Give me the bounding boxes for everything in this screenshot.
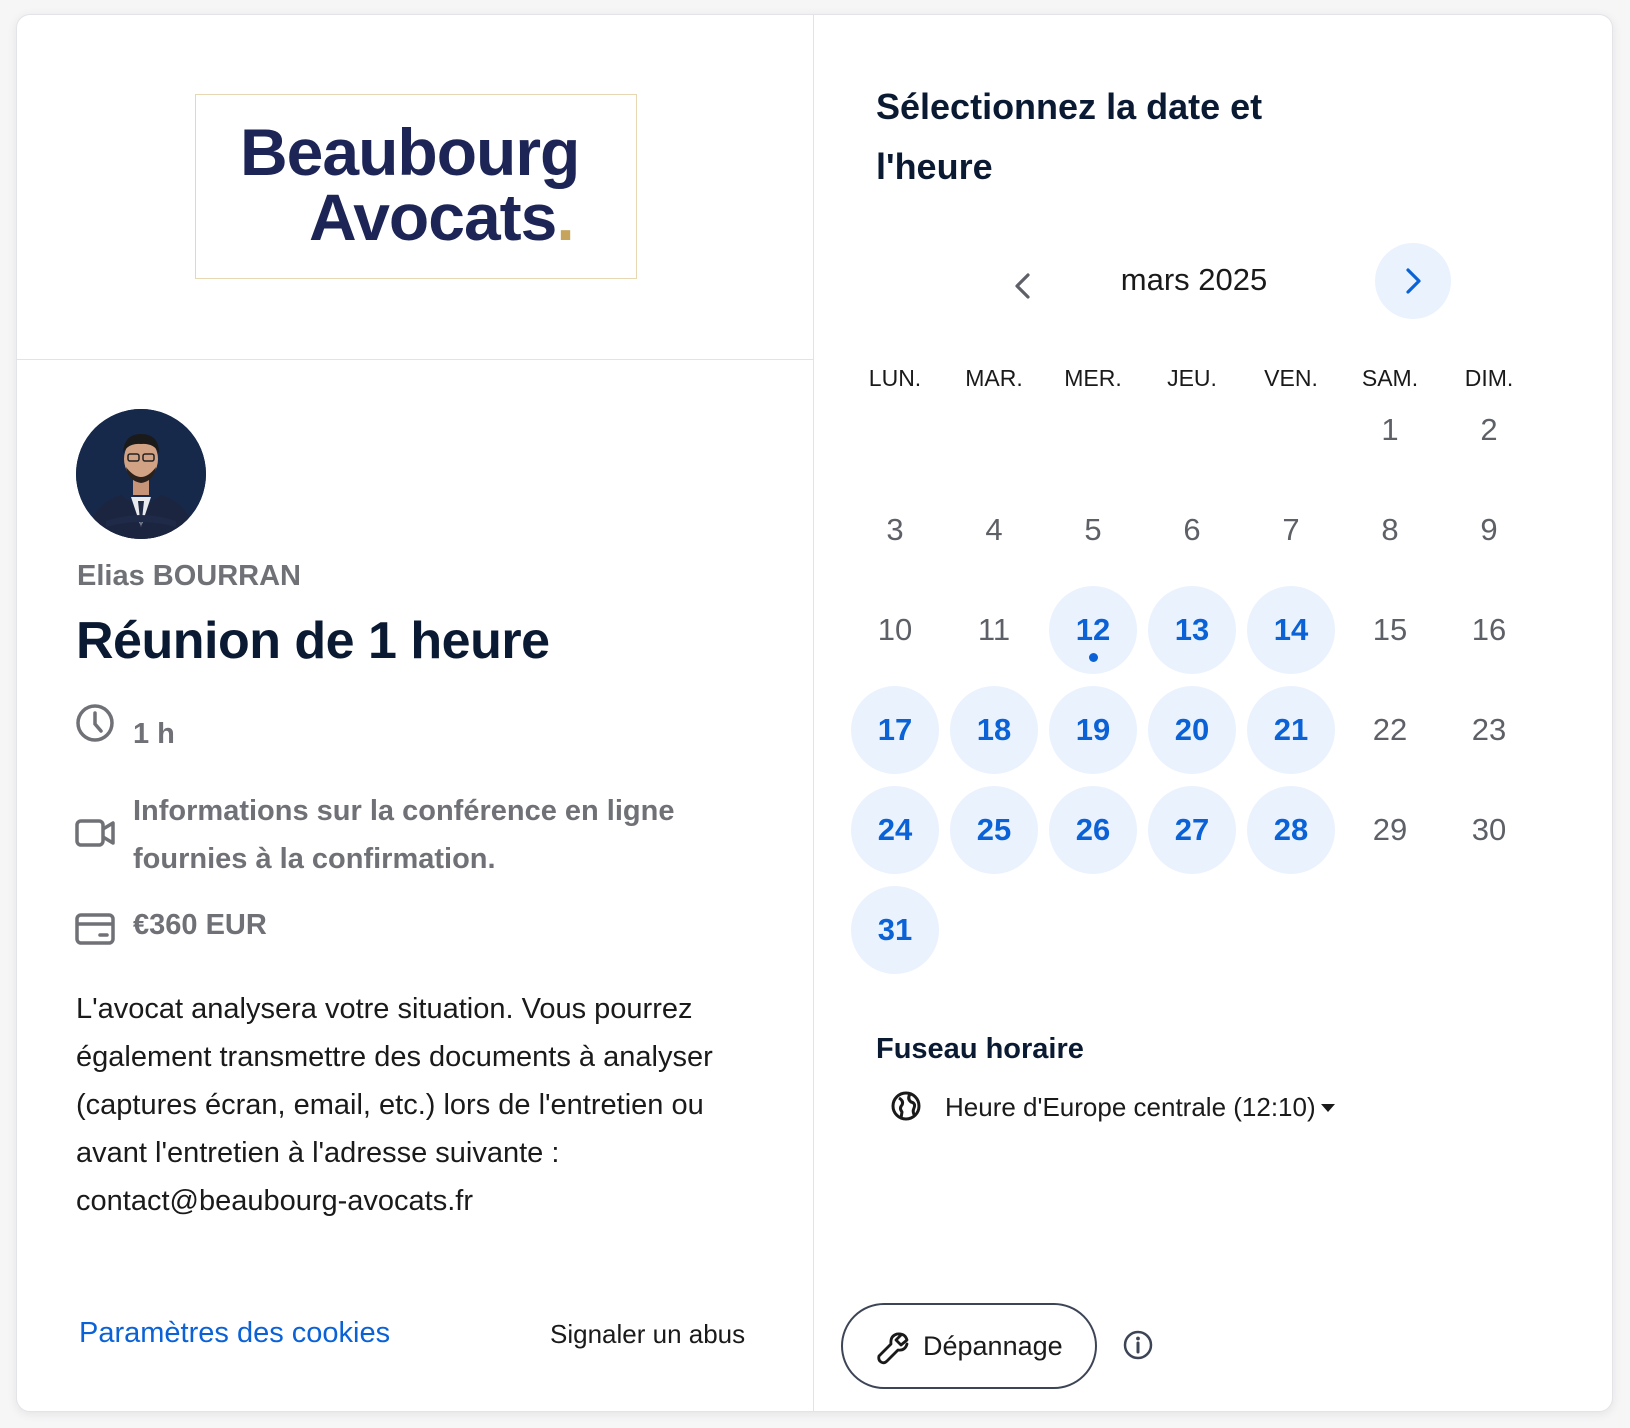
calendar-day-available[interactable]	[1148, 786, 1236, 874]
avatar	[76, 409, 206, 539]
calendar-day-number: 20	[1174, 712, 1210, 747]
calendar-day	[1346, 386, 1434, 474]
calendar-day-available[interactable]	[851, 686, 939, 774]
calendar-day-number: 22	[1372, 712, 1408, 747]
weekday-label: MAR.	[965, 365, 1023, 391]
chevron-right-icon	[1401, 266, 1425, 296]
calendar-day-number: 26	[1075, 812, 1111, 847]
troubleshoot-button[interactable]	[841, 1303, 1097, 1389]
weekday-label: DIM.	[1464, 365, 1514, 391]
calendar-day-number: 9	[1480, 512, 1498, 547]
calendar-day-number: 29	[1372, 812, 1408, 847]
weekday-label: LUN.	[868, 365, 922, 391]
calendar-day	[851, 586, 939, 674]
calendar-day-available[interactable]	[1247, 786, 1335, 874]
calendar-day-available[interactable]	[1049, 686, 1137, 774]
calendar-title: Sélectionnez la date et l'heure	[876, 86, 1263, 187]
calendar-day-number: 28	[1273, 812, 1309, 847]
credit-card-icon	[75, 912, 115, 946]
calendar-day-number: 18	[976, 712, 1012, 747]
calendar-day-available[interactable]	[1247, 686, 1335, 774]
calendar-day-number: 4	[985, 512, 1003, 547]
calendar-day-number: 13	[1174, 612, 1210, 647]
calendar-day	[950, 586, 1038, 674]
weekday-label: MER.	[1064, 365, 1122, 391]
calendar-day	[950, 486, 1038, 574]
wrench-icon	[876, 1331, 910, 1365]
calendar-day-number: 8	[1381, 512, 1399, 547]
calendar-day-available[interactable]	[950, 686, 1038, 774]
caret-down-icon[interactable]	[1320, 1103, 1336, 1113]
troubleshoot-label: Dépannage	[923, 1331, 1063, 1361]
calendar-day-number: 27	[1174, 812, 1210, 847]
calendar-day-number: 10	[877, 612, 913, 647]
calendar-day-number: 14	[1273, 612, 1309, 647]
video-camera-icon	[75, 815, 115, 851]
booking-card	[16, 14, 1613, 1412]
report-abuse-link[interactable]: Signaler un abus	[550, 1319, 746, 1349]
calendar-day-number: 7	[1282, 512, 1300, 547]
previous-month-button[interactable]	[995, 258, 1051, 314]
calendar-day-number: 6	[1183, 512, 1201, 547]
calendar-day-number: 19	[1075, 712, 1111, 747]
weekday-label: JEU.	[1167, 365, 1217, 391]
calendar-day	[1346, 586, 1434, 674]
clock-icon	[75, 703, 115, 743]
calendar-day-number: 21	[1273, 712, 1309, 747]
calendar-day	[1346, 486, 1434, 574]
calendar-day	[1445, 786, 1533, 874]
calendar-day-number: 11	[977, 612, 1011, 647]
avatar-photo-icon	[76, 409, 206, 539]
logo-line2	[309, 180, 574, 254]
calendar-day-number: 31	[877, 912, 913, 947]
calendar-day	[1445, 386, 1533, 474]
logo-line2-text: Avocats	[309, 180, 557, 254]
globe-icon	[890, 1090, 922, 1122]
calendar-day	[1049, 486, 1137, 574]
company-logo	[195, 94, 637, 279]
calendar-day-available[interactable]	[1148, 586, 1236, 674]
calendar-day-number: 12	[1075, 612, 1111, 647]
calendar-day-number: 3	[886, 512, 904, 547]
logo-line1: Beaubourg	[240, 115, 580, 189]
calendar-day-number: 17	[877, 712, 913, 747]
today-indicator	[1089, 653, 1098, 662]
timezone-title: Fuseau horaire	[876, 1033, 1084, 1065]
event-title: Réunion de 1 heure	[76, 612, 550, 670]
calendar-day-number: 5	[1084, 512, 1102, 547]
calendar-day-number: 24	[877, 812, 913, 847]
event-details-pane	[17, 15, 814, 1411]
weekday-label: VEN.	[1264, 365, 1318, 391]
calendar-day	[1445, 486, 1533, 574]
calendar-day-number: 1	[1381, 412, 1399, 447]
calendar-day	[1247, 486, 1335, 574]
logo-dot: .	[556, 180, 574, 254]
timezone-select[interactable]: Heure d'Europe centrale (12:10)	[945, 1092, 1316, 1122]
duration-text: 1 h	[133, 718, 175, 750]
calendar-day-number: 16	[1471, 612, 1507, 647]
calendar-day-available[interactable]	[851, 886, 939, 974]
conference-info-text: Informations sur la conférence en ligne fournies à la confirmation.	[133, 795, 675, 875]
calendar-day	[851, 486, 939, 574]
calendar-pane	[814, 15, 1612, 1411]
calendar-day-number: 2	[1480, 412, 1498, 447]
chevron-left-icon	[1011, 271, 1035, 301]
weekday-label: SAM.	[1361, 365, 1419, 391]
calendar-day-available[interactable]	[950, 786, 1038, 874]
calendar-day-number: 25	[976, 812, 1012, 847]
host-name: Elias BOURRAN	[77, 560, 301, 592]
calendar-day-available[interactable]	[1247, 586, 1335, 674]
calendar-day-available[interactable]	[851, 786, 939, 874]
calendar-day	[1346, 786, 1434, 874]
calendar-day-number: 23	[1471, 712, 1507, 747]
calendar-day	[1445, 586, 1533, 674]
calendar-day-number: 30	[1471, 812, 1507, 847]
calendar-day-number: 15	[1372, 612, 1408, 647]
price-text: €360 EUR	[133, 909, 267, 941]
calendar-day-available[interactable]	[1148, 686, 1236, 774]
calendar-day	[1445, 686, 1533, 774]
next-month-button[interactable]	[1375, 243, 1451, 319]
calendar-day-available[interactable]	[1049, 786, 1137, 874]
info-icon[interactable]	[1122, 1329, 1154, 1361]
month-label: mars 2025	[1120, 262, 1268, 297]
cookie-settings-link[interactable]: Paramètres des cookies	[79, 1317, 391, 1349]
calendar-day	[1346, 686, 1434, 774]
calendar-day	[1148, 486, 1236, 574]
event-description: L'avocat analysera votre situation. Vous pourrez également transmettre des documents à analyser (captures écran, email, etc.) lors de l'entretien ou avant l'entretien à l'adresse suivante : contact@beaubourg-avocats.fr	[76, 993, 713, 1217]
calendar-day-available[interactable]	[1049, 586, 1137, 674]
logo-area	[17, 15, 814, 360]
